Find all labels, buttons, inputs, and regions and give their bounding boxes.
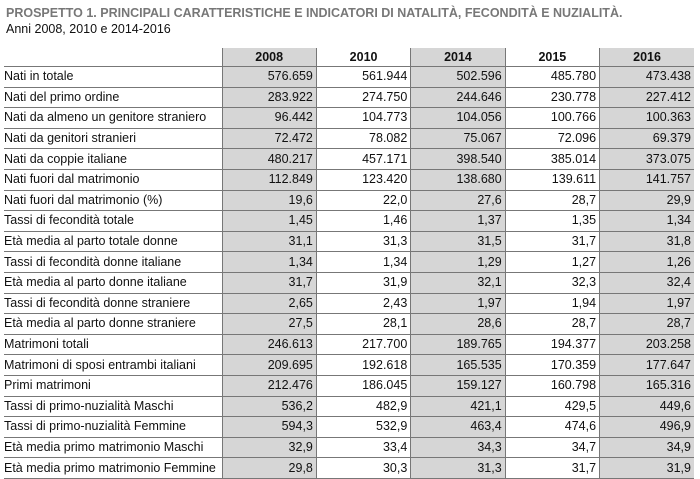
- header-year-2015: 2015: [505, 48, 599, 67]
- table-row: [4, 87, 694, 108]
- table-row: [4, 128, 694, 149]
- cell-2008: 283.922: [222, 87, 316, 108]
- table-row: [4, 396, 694, 417]
- cell-2014: 165.535: [411, 355, 505, 376]
- cell-2014: 31,3: [411, 458, 505, 479]
- row-label: Tassi di fecondità donne straniere: [4, 293, 222, 314]
- table-body: [4, 67, 694, 479]
- cell-2008: 246.613: [222, 334, 316, 355]
- cell-2016: 1,97: [600, 293, 694, 314]
- cell-2008: 594,3: [222, 417, 316, 438]
- cell-2010: 217.700: [316, 334, 410, 355]
- cell-2015: 32,3: [505, 272, 599, 293]
- cell-2016: 100.363: [600, 108, 694, 129]
- cell-2010: 1,34: [316, 252, 410, 273]
- cell-2010: 2,43: [316, 293, 410, 314]
- header-year-2008: 2008: [222, 48, 316, 67]
- cell-2016: 227.412: [600, 87, 694, 108]
- table-row: [4, 67, 694, 88]
- cell-2010: 31,9: [316, 272, 410, 293]
- cell-2016: 69.379: [600, 128, 694, 149]
- cell-2010: 186.045: [316, 375, 410, 396]
- table-row: [4, 437, 694, 458]
- cell-2016: 449,6: [600, 396, 694, 417]
- table-row: [4, 252, 694, 273]
- table-subtitle: Anni 2008, 2010 e 2014-2016: [6, 22, 171, 36]
- cell-2010: 31,3: [316, 231, 410, 252]
- table-row: [4, 149, 694, 170]
- cell-2014: 31,5: [411, 231, 505, 252]
- cell-2010: 104.773: [316, 108, 410, 129]
- cell-2015: 72.096: [505, 128, 599, 149]
- cell-2008: 576.659: [222, 67, 316, 88]
- cell-2015: 170.359: [505, 355, 599, 376]
- table-row: [4, 211, 694, 232]
- cell-2015: 230.778: [505, 87, 599, 108]
- cell-2008: 72.472: [222, 128, 316, 149]
- cell-2016: 31,9: [600, 458, 694, 479]
- cell-2014: 159.127: [411, 375, 505, 396]
- cell-2008: 1,45: [222, 211, 316, 232]
- header-year-2016: 2016: [600, 48, 694, 67]
- header-label-cell: [4, 48, 222, 67]
- table-row: [4, 355, 694, 376]
- table-row: [4, 314, 694, 335]
- cell-2014: 1,37: [411, 211, 505, 232]
- cell-2015: 28,7: [505, 314, 599, 335]
- cell-2015: 1,94: [505, 293, 599, 314]
- header-year-2010: 2010: [316, 48, 410, 67]
- cell-2010: 274.750: [316, 87, 410, 108]
- cell-2008: 2,65: [222, 293, 316, 314]
- cell-2015: 28,7: [505, 190, 599, 211]
- cell-2016: 1,26: [600, 252, 694, 273]
- cell-2015: 139.611: [505, 169, 599, 190]
- cell-2016: 165.316: [600, 375, 694, 396]
- cell-2015: 34,7: [505, 437, 599, 458]
- row-label: Età media primo matrimonio Maschi: [4, 437, 222, 458]
- cell-2008: 31,7: [222, 272, 316, 293]
- cell-2008: 212.476: [222, 375, 316, 396]
- table-row: [4, 334, 694, 355]
- cell-2014: 1,97: [411, 293, 505, 314]
- cell-2014: 75.067: [411, 128, 505, 149]
- cell-2014: 463,4: [411, 417, 505, 438]
- cell-2016: 373.075: [600, 149, 694, 170]
- row-label: Nati da coppie italiane: [4, 149, 222, 170]
- cell-2014: 104.056: [411, 108, 505, 129]
- cell-2016: 28,7: [600, 314, 694, 335]
- cell-2010: 28,1: [316, 314, 410, 335]
- cell-2016: 177.647: [600, 355, 694, 376]
- cell-2015: 429,5: [505, 396, 599, 417]
- cell-2016: 141.757: [600, 169, 694, 190]
- cell-2008: 19,6: [222, 190, 316, 211]
- cell-2015: 194.377: [505, 334, 599, 355]
- cell-2015: 31,7: [505, 458, 599, 479]
- cell-2015: 474,6: [505, 417, 599, 438]
- table-row: [4, 458, 694, 479]
- cell-2015: 485.780: [505, 67, 599, 88]
- row-label: Primi matrimoni: [4, 375, 222, 396]
- row-label: Nati in totale: [4, 67, 222, 88]
- cell-2010: 123.420: [316, 169, 410, 190]
- cell-2010: 532,9: [316, 417, 410, 438]
- table-row: [4, 190, 694, 211]
- cell-2008: 27,5: [222, 314, 316, 335]
- cell-2008: 1,34: [222, 252, 316, 273]
- row-label: Matrimoni di sposi entrambi italiani: [4, 355, 222, 376]
- cell-2014: 28,6: [411, 314, 505, 335]
- cell-2015: 160.798: [505, 375, 599, 396]
- indicators-table: [4, 48, 694, 479]
- row-label: Tassi di primo-nuzialità Femmine: [4, 417, 222, 438]
- row-label: Nati da almeno un genitore straniero: [4, 108, 222, 129]
- cell-2014: 502.596: [411, 67, 505, 88]
- cell-2016: 496,9: [600, 417, 694, 438]
- cell-2010: 457.171: [316, 149, 410, 170]
- cell-2014: 421,1: [411, 396, 505, 417]
- table-row: [4, 272, 694, 293]
- row-label: Nati da genitori stranieri: [4, 128, 222, 149]
- row-label: Età media al parto totale donne: [4, 231, 222, 252]
- row-label: Tassi di fecondità donne italiane: [4, 252, 222, 273]
- cell-2010: 482,9: [316, 396, 410, 417]
- row-label: Età media al parto donne italiane: [4, 272, 222, 293]
- table-row: [4, 375, 694, 396]
- cell-2008: 96.442: [222, 108, 316, 129]
- cell-2014: 1,29: [411, 252, 505, 273]
- cell-2010: 561.944: [316, 67, 410, 88]
- cell-2010: 30,3: [316, 458, 410, 479]
- cell-2016: 203.258: [600, 334, 694, 355]
- cell-2016: 1,34: [600, 211, 694, 232]
- cell-2015: 1,35: [505, 211, 599, 232]
- cell-2010: 192.618: [316, 355, 410, 376]
- table-row: [4, 169, 694, 190]
- row-label: Tassi di fecondità totale: [4, 211, 222, 232]
- cell-2008: 32,9: [222, 437, 316, 458]
- cell-2016: 29,9: [600, 190, 694, 211]
- cell-2008: 29,8: [222, 458, 316, 479]
- cell-2015: 100.766: [505, 108, 599, 129]
- row-label: Nati del primo ordine: [4, 87, 222, 108]
- row-label: Età media primo matrimonio Femmine: [4, 458, 222, 479]
- table-row: [4, 417, 694, 438]
- table-title: PROSPETTO 1. PRINCIPALI CARATTERISTICHE E INDICATORI DI NATALITÀ, FECONDITÀ E NUZIALITÀ.: [6, 6, 623, 20]
- cell-2008: 209.695: [222, 355, 316, 376]
- row-label: Tassi di primo-nuzialità Maschi: [4, 396, 222, 417]
- cell-2015: 385.014: [505, 149, 599, 170]
- cell-2008: 536,2: [222, 396, 316, 417]
- row-label: Nati fuori dal matrimonio: [4, 169, 222, 190]
- cell-2008: 480.217: [222, 149, 316, 170]
- table-row: [4, 231, 694, 252]
- cell-2016: 31,8: [600, 231, 694, 252]
- cell-2008: 112.849: [222, 169, 316, 190]
- cell-2014: 32,1: [411, 272, 505, 293]
- cell-2016: 34,9: [600, 437, 694, 458]
- cell-2014: 27,6: [411, 190, 505, 211]
- cell-2010: 1,46: [316, 211, 410, 232]
- cell-2014: 244.646: [411, 87, 505, 108]
- row-label: Matrimoni totali: [4, 334, 222, 355]
- cell-2016: 473.438: [600, 67, 694, 88]
- cell-2015: 31,7: [505, 231, 599, 252]
- table-row: [4, 293, 694, 314]
- header-year-2014: 2014: [411, 48, 505, 67]
- row-label: Nati fuori dal matrimonio (%): [4, 190, 222, 211]
- cell-2014: 398.540: [411, 149, 505, 170]
- cell-2014: 189.765: [411, 334, 505, 355]
- cell-2010: 22,0: [316, 190, 410, 211]
- cell-2010: 78.082: [316, 128, 410, 149]
- row-label: Età media al parto donne straniere: [4, 314, 222, 335]
- cell-2016: 32,4: [600, 272, 694, 293]
- cell-2014: 34,3: [411, 437, 505, 458]
- cell-2015: 1,27: [505, 252, 599, 273]
- table-header-row: [4, 48, 694, 67]
- table-row: [4, 108, 694, 129]
- cell-2014: 138.680: [411, 169, 505, 190]
- cell-2008: 31,1: [222, 231, 316, 252]
- cell-2010: 33,4: [316, 437, 410, 458]
